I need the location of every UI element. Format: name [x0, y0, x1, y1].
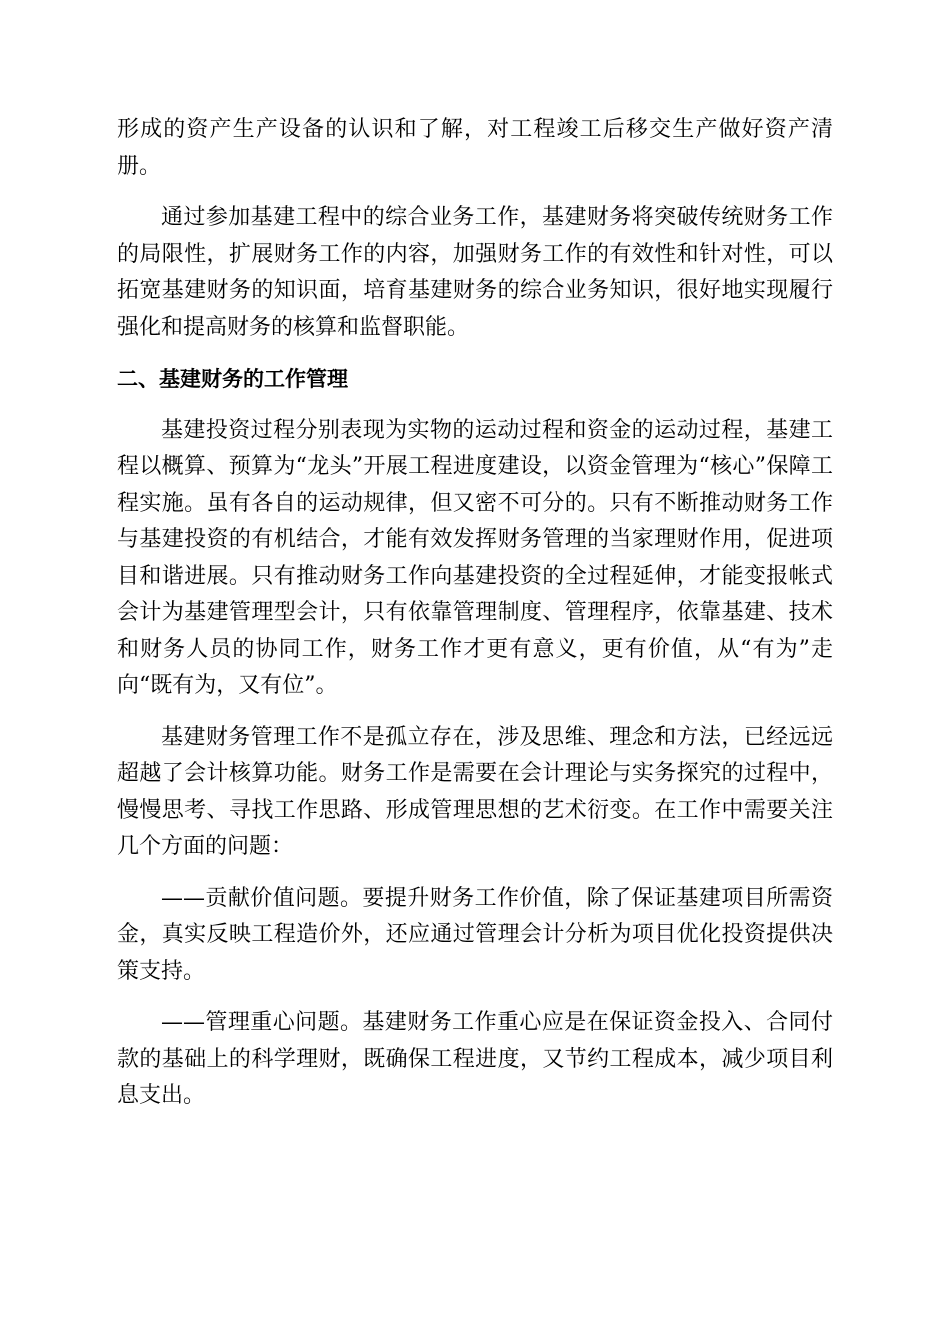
paragraph-continuation: 形成的资产生产设备的认识和了解，对工程竣工后移交生产做好资产清册。 [117, 117, 833, 179]
paragraph-investment-process: 基建投资过程分别表现为实物的运动过程和资金的运动过程，基建工程以概算、预算为“龙头”开展工程进度建设，以资金管理为“核心”保障工程实施。虽有各自的运动规律，但又密不可分的。只有不断推动财务工作与基建投资的有机结合，才能有效发挥财务管理的当家理财作用，促进项目和谐进展。只有推动财务工作向基建投资的全过程延伸，才能变报帐式会计为基建管理型会计，只有依靠管理制度、管理程序，依靠基建、技术和财务人员的协同工作，财务工作才更有意义，更有价值，从“有为”走向“既有为，又有位”。 [117, 417, 833, 698]
paragraph-management-focus: ——管理重心问题。基建财务工作重心应是在保证资金投入、合同付款的基础上的科学理财，既确保工程进度，又节约工程成本，减少项目利息支出。 [117, 1010, 833, 1108]
paragraph-financial-management: 基建财务管理工作不是孤立存在，涉及思维、理念和方法，已经远远超越了会计核算功能。财务工作是需要在会计理论与实务探究的过程中，慢慢思考、寻找工作思路、形成管理思想的艺术衍变。在工作中需要关注几个方面的问题： [117, 724, 833, 859]
section-heading: 二、基建财务的工作管理 [117, 367, 348, 391]
document-page [117, 112, 833, 1130]
paragraph-comprehensive-work: 通过参加基建工程中的综合业务工作，基建财务将突破传统财务工作的局限性，扩展财务工作的内容，加强财务工作的有效性和针对性，可以拓宽基建财务的知识面，培育基建财务的综合业务知识，很好地实现履行强化和提高财务的核算和监督职能。 [117, 205, 833, 340]
paragraph-contribution-value: ——贡献价值问题。要提升财务工作价值，除了保证基建项目所需资金，真实反映工程造价外，还应通过管理会计分析为项目优化投资提供决策支持。 [117, 885, 833, 984]
